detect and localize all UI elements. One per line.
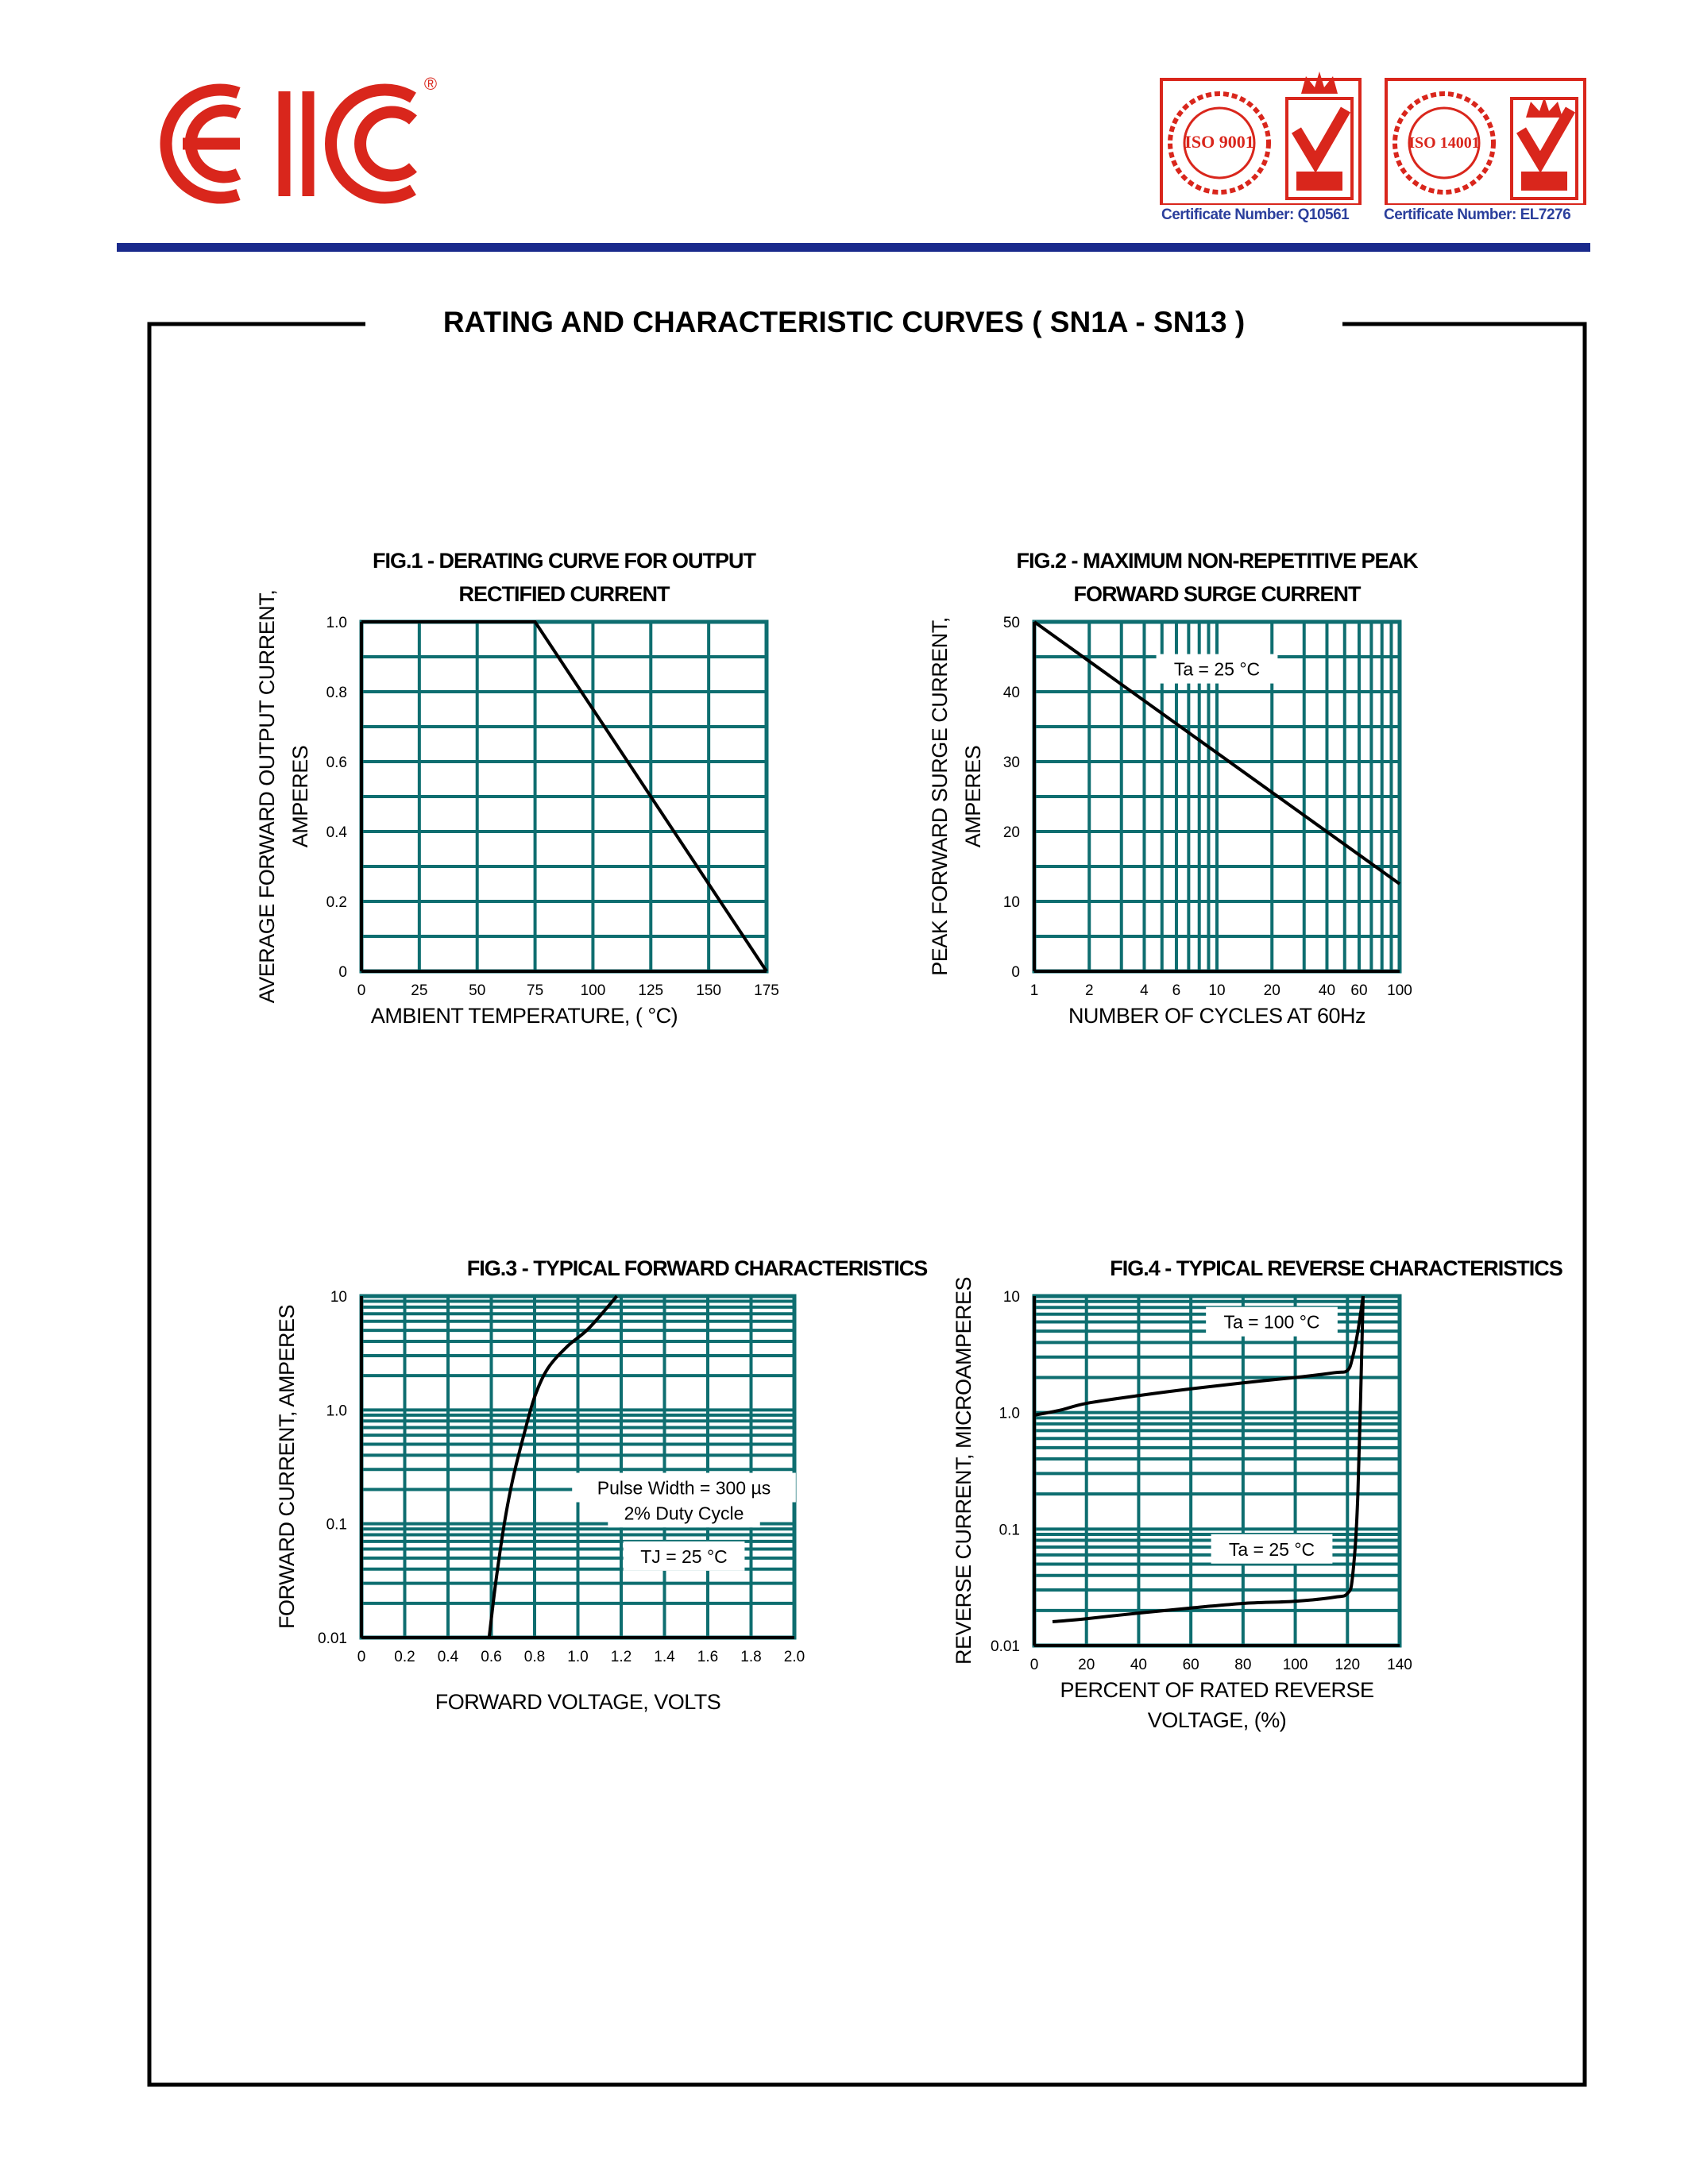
annotation-label: TJ = 25 °C xyxy=(640,1545,728,1567)
y-tick-label: 10 xyxy=(330,1289,347,1306)
x-tick-label: 20 xyxy=(1263,982,1280,999)
x-tick-label: 4 xyxy=(1140,982,1149,999)
x-axis-label: AMBIENT TEMPERATURE, ( °C) xyxy=(370,1004,678,1028)
x-tick-label: 100 xyxy=(1282,1657,1308,1673)
x-tick-label: 1.4 xyxy=(654,1649,675,1665)
x-tick-label: 0.4 xyxy=(437,1649,459,1665)
y-axis-label: AVERAGE FORWARD OUTPUT CURRENT, xyxy=(255,589,279,1004)
x-axis-label: PERCENT OF RATED REVERSE xyxy=(1060,1678,1374,1702)
annotation-label: Ta = 25 °C xyxy=(1228,1538,1315,1560)
x-tick-label: 100 xyxy=(580,982,606,999)
y-tick-label: 0.6 xyxy=(326,754,347,771)
y-tick-label: 0.01 xyxy=(318,1630,347,1647)
annotation-label: Ta = 100 °C xyxy=(1223,1311,1320,1333)
y-tick-label: 0.1 xyxy=(326,1516,347,1534)
x-tick-label: 0 xyxy=(1029,1657,1039,1673)
registered-mark: ® xyxy=(423,75,438,94)
x-axis-label: NUMBER OF CYCLES AT 60Hz xyxy=(1068,1004,1366,1028)
svg-text:ISO 14001: ISO 14001 xyxy=(1408,134,1480,152)
x-axis-label: FORWARD VOLTAGE, VOLTS xyxy=(435,1690,721,1714)
annotation-label: Pulse Width = 300 µs xyxy=(597,1477,771,1499)
x-tick-label: 75 xyxy=(527,982,544,999)
x-tick-label: 0.6 xyxy=(481,1649,502,1665)
y-axis-label: AMPERES xyxy=(288,745,312,848)
x-tick-label: 80 xyxy=(1234,1657,1252,1673)
y-axis-label: PEAK FORWARD SURGE CURRENT, xyxy=(928,617,952,976)
x-tick-label: 6 xyxy=(1172,982,1181,999)
chart-title: FIG.2 - MAXIMUM NON-REPETITIVE PEAK xyxy=(1016,549,1418,573)
x-tick-label: 1.6 xyxy=(697,1649,719,1665)
x-tick-label: 0 xyxy=(357,1649,366,1665)
x-tick-label: 2 xyxy=(1084,982,1094,999)
y-tick-label: 1.0 xyxy=(999,1405,1020,1422)
x-tick-label: 100 xyxy=(1387,982,1412,999)
annotation-label: 2% Duty Cycle xyxy=(624,1503,744,1524)
x-tick-label: 60 xyxy=(1182,1657,1199,1673)
y-tick-label: 20 xyxy=(1002,824,1020,841)
x-tick-label: 125 xyxy=(638,982,664,999)
x-tick-label: 175 xyxy=(754,982,779,999)
svg-text:ISO 9001: ISO 9001 xyxy=(1184,132,1254,152)
x-tick-label: 40 xyxy=(1130,1657,1147,1673)
x-tick-label: 1.0 xyxy=(567,1649,589,1665)
certificate-number-1: Certificate Number: Q10561 xyxy=(1161,206,1350,223)
y-tick-label: 0.2 xyxy=(326,894,347,911)
chart-title: FIG.1 - DERATING CURVE FOR OUTPUT xyxy=(372,549,756,573)
y-tick-label: 30 xyxy=(1002,754,1020,771)
x-tick-label: 1 xyxy=(1029,982,1039,999)
x-tick-label: 50 xyxy=(469,982,486,999)
chart-title: FORWARD SURGE CURRENT xyxy=(1073,582,1361,606)
page-title: RATING AND CHARACTERISTIC CURVES ( SN1A - SN13 ) xyxy=(0,306,1688,339)
chart-title: FIG.3 - TYPICAL FORWARD CHARACTERISTICS xyxy=(466,1256,928,1280)
y-tick-label: 0 xyxy=(338,964,347,981)
chart-title: RECTIFIED CURRENT xyxy=(458,582,670,606)
plot-frame xyxy=(1034,1296,1400,1646)
x-tick-label: 40 xyxy=(1318,982,1336,999)
y-tick-label: 1.0 xyxy=(326,1403,347,1420)
certificate-number-2: Certificate Number: EL7276 xyxy=(1384,206,1571,223)
y-tick-label: 40 xyxy=(1002,685,1020,701)
y-axis-label: FORWARD CURRENT, AMPERES xyxy=(275,1304,299,1630)
x-tick-label: 60 xyxy=(1350,982,1368,999)
x-tick-label: 0 xyxy=(357,982,366,999)
x-tick-label: 20 xyxy=(1078,1657,1095,1673)
y-axis-label: REVERSE CURRENT, MICROAMPERES xyxy=(952,1276,975,1665)
y-tick-label: 0.01 xyxy=(991,1638,1020,1655)
annotation-label: Ta = 25 °C xyxy=(1173,658,1261,680)
x-tick-label: 25 xyxy=(411,982,428,999)
y-tick-label: 10 xyxy=(1002,1289,1020,1306)
y-axis-label: AMPERES xyxy=(961,745,985,848)
y-tick-label: 0 xyxy=(1011,964,1020,981)
y-tick-label: 1.0 xyxy=(326,615,347,631)
x-tick-label: 120 xyxy=(1335,1657,1361,1673)
y-tick-label: 0.8 xyxy=(326,685,347,701)
x-tick-label: 0.8 xyxy=(523,1649,546,1665)
x-axis-label: VOLTAGE, (%) xyxy=(1147,1708,1287,1732)
y-tick-label: 10 xyxy=(1002,894,1020,911)
y-tick-label: 0.1 xyxy=(999,1522,1020,1539)
x-tick-label: 2.0 xyxy=(783,1649,805,1665)
x-tick-label: 150 xyxy=(696,982,721,999)
x-tick-label: 0.2 xyxy=(394,1649,415,1665)
y-tick-label: 0.4 xyxy=(326,824,347,841)
x-tick-label: 10 xyxy=(1208,982,1226,999)
x-tick-label: 140 xyxy=(1387,1657,1412,1673)
x-tick-label: 1.2 xyxy=(610,1649,632,1665)
chart-title: FIG.4 - TYPICAL REVERSE CHARACTERISTICS xyxy=(1110,1256,1562,1280)
x-tick-label: 1.8 xyxy=(740,1649,762,1665)
y-tick-label: 50 xyxy=(1002,615,1020,631)
